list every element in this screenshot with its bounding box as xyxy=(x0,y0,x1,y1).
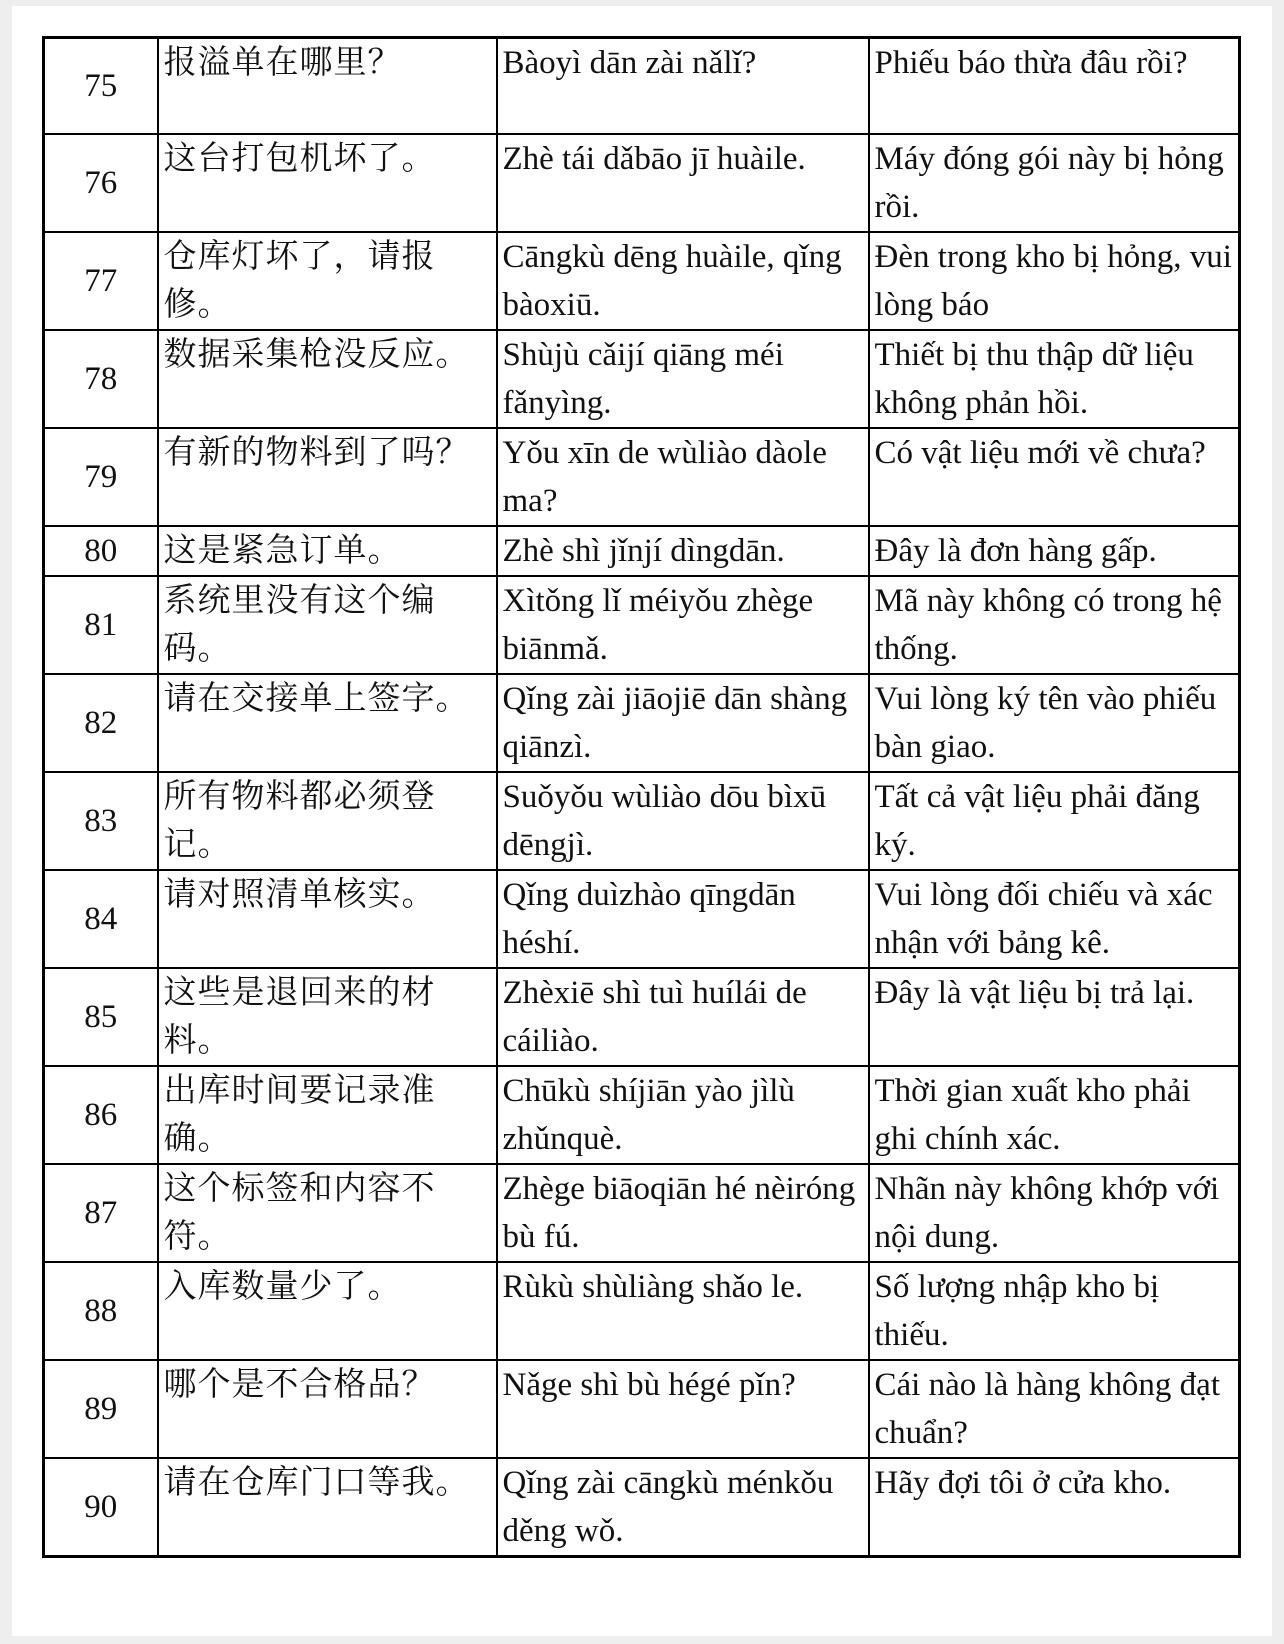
pinyin-text: Chūkù shíjiān yào jìlù zhǔnquè. xyxy=(497,1066,869,1164)
table-row xyxy=(44,1066,1240,1164)
pinyin-text: Qǐng zài jiāojiē dān shàng qiānzì. xyxy=(497,674,869,772)
pinyin-text: Qǐng zài cāngkù ménkǒu děng wǒ. xyxy=(497,1458,869,1557)
vietnamese-text: Vui lòng đối chiếu và xác nhận với bảng kê. xyxy=(869,870,1240,968)
row-number: 89 xyxy=(44,1360,158,1458)
vietnamese-text: Đèn trong kho bị hỏng, vui lòng báo xyxy=(869,232,1240,330)
chinese-text: 系统里没有这个编码。 xyxy=(158,576,497,674)
vietnamese-text: Máy đóng gói này bị hỏng rồi. xyxy=(869,134,1240,232)
vietnamese-text: Thời gian xuất kho phải ghi chính xác. xyxy=(869,1066,1240,1164)
vietnamese-text: Đây là vật liệu bị trả lại. xyxy=(869,968,1240,1066)
chinese-text: 请对照清单核实。 xyxy=(158,870,497,968)
table-row xyxy=(44,38,1240,134)
chinese-text: 这台打包机坏了。 xyxy=(158,134,497,232)
chinese-text: 这个标签和内容不符。 xyxy=(158,1164,497,1262)
table-row xyxy=(44,428,1240,526)
pinyin-text: Bàoyì dān zài nǎlǐ? xyxy=(497,38,869,134)
pinyin-text: Zhèxiē shì tuì huílái de cáiliào. xyxy=(497,968,869,1066)
pinyin-text: Zhège biāoqiān hé nèiróng bù fú. xyxy=(497,1164,869,1262)
chinese-text: 仓库灯坏了，请报修。 xyxy=(158,232,497,330)
phrase-table xyxy=(42,36,1241,1558)
row-number: 80 xyxy=(44,526,158,576)
table-row xyxy=(44,576,1240,674)
pinyin-text: Zhè shì jǐnjí dìngdān. xyxy=(497,526,869,576)
document-page xyxy=(12,6,1272,1636)
vietnamese-text: Phiếu báo thừa đâu rồi? xyxy=(869,38,1240,134)
table-row xyxy=(44,134,1240,232)
chinese-text: 有新的物料到了吗？ xyxy=(158,428,497,526)
pinyin-text: Suǒyǒu wùliào dōu bìxū dēngjì. xyxy=(497,772,869,870)
table-row xyxy=(44,1360,1240,1458)
chinese-text: 请在交接单上签字。 xyxy=(158,674,497,772)
vietnamese-text: Mã này không có trong hệ thống. xyxy=(869,576,1240,674)
vietnamese-text: Hãy đợi tôi ở cửa kho. xyxy=(869,1458,1240,1557)
row-number: 86 xyxy=(44,1066,158,1164)
row-number: 84 xyxy=(44,870,158,968)
chinese-text: 请在仓库门口等我。 xyxy=(158,1458,497,1557)
row-number: 82 xyxy=(44,674,158,772)
row-number: 87 xyxy=(44,1164,158,1262)
table-row xyxy=(44,772,1240,870)
row-number: 83 xyxy=(44,772,158,870)
row-number: 79 xyxy=(44,428,158,526)
table-row xyxy=(44,674,1240,772)
row-number: 85 xyxy=(44,968,158,1066)
vietnamese-text: Cái nào là hàng không đạt chuẩn? xyxy=(869,1360,1240,1458)
chinese-text: 哪个是不合格品？ xyxy=(158,1360,497,1458)
chinese-text: 数据采集枪没反应。 xyxy=(158,330,497,428)
chinese-text: 入库数量少了。 xyxy=(158,1262,497,1360)
chinese-text: 出库时间要记录准确。 xyxy=(158,1066,497,1164)
table-row xyxy=(44,330,1240,428)
pinyin-text: Nǎge shì bù hégé pǐn? xyxy=(497,1360,869,1458)
table-row xyxy=(44,526,1240,576)
row-number: 75 xyxy=(44,38,158,134)
pinyin-text: Shùjù cǎijí qiāng méi fǎnyìng. xyxy=(497,330,869,428)
pinyin-text: Qǐng duìzhào qīngdān héshí. xyxy=(497,870,869,968)
chinese-text: 这是紧急订单。 xyxy=(158,526,497,576)
pinyin-text: Zhè tái dǎbāo jī huàile. xyxy=(497,134,869,232)
chinese-text: 所有物料都必须登记。 xyxy=(158,772,497,870)
vietnamese-text: Vui lòng ký tên vào phiếu bàn giao. xyxy=(869,674,1240,772)
pinyin-text: Cāngkù dēng huàile, qǐng bàoxiū. xyxy=(497,232,869,330)
row-number: 81 xyxy=(44,576,158,674)
row-number: 90 xyxy=(44,1458,158,1557)
row-number: 78 xyxy=(44,330,158,428)
chinese-text: 这些是退回来的材料。 xyxy=(158,968,497,1066)
table-row xyxy=(44,232,1240,330)
table-row xyxy=(44,968,1240,1066)
vietnamese-text: Đây là đơn hàng gấp. xyxy=(869,526,1240,576)
vietnamese-text: Nhãn này không khớp với nội dung. xyxy=(869,1164,1240,1262)
pinyin-text: Xìtǒng lǐ méiyǒu zhège biānmǎ. xyxy=(497,576,869,674)
vietnamese-text: Tất cả vật liệu phải đăng ký. xyxy=(869,772,1240,870)
vietnamese-text: Có vật liệu mới về chưa? xyxy=(869,428,1240,526)
pinyin-text: Rùkù shùliàng shǎo le. xyxy=(497,1262,869,1360)
table-row xyxy=(44,1164,1240,1262)
row-number: 88 xyxy=(44,1262,158,1360)
table-row xyxy=(44,1262,1240,1360)
row-number: 77 xyxy=(44,232,158,330)
vietnamese-text: Thiết bị thu thập dữ liệu không phản hồi. xyxy=(869,330,1240,428)
vietnamese-text: Số lượng nhập kho bị thiếu. xyxy=(869,1262,1240,1360)
table-row xyxy=(44,1458,1240,1557)
row-number: 76 xyxy=(44,134,158,232)
pinyin-text: Yǒu xīn de wùliào dàole ma? xyxy=(497,428,869,526)
table-row xyxy=(44,870,1240,968)
chinese-text: 报溢单在哪里？ xyxy=(158,38,497,134)
